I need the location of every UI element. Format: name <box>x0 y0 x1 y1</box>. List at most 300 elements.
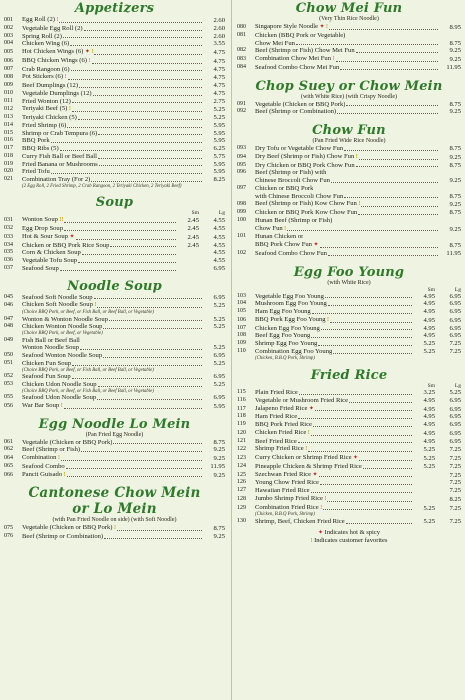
price-small: 4.95 <box>423 308 435 315</box>
menu-item <box>237 200 461 209</box>
exclamation-icon: ! <box>87 57 91 64</box>
menu-item <box>237 23 461 32</box>
item-price: 5.25 <box>213 315 225 323</box>
item-name <box>22 257 77 265</box>
menu-item <box>4 373 225 381</box>
item-name-text: Chow Fun <box>255 224 283 232</box>
item-name <box>255 32 345 40</box>
item-name-text: Beef Fried Rice <box>255 437 297 445</box>
item-price: 9.25 <box>213 455 225 462</box>
item-number: 011 <box>4 97 13 104</box>
section-egg-foo-young <box>237 265 461 362</box>
section-title: Chow Mei Fun <box>295 1 403 16</box>
section-chow-fun <box>237 123 461 258</box>
item-number: 013 <box>4 114 13 120</box>
item-price: 3.55 <box>213 40 225 48</box>
menu-item <box>237 300 461 308</box>
price-large: 6.95 <box>449 437 461 445</box>
price-small: 3.25 <box>423 389 435 396</box>
item-number: 102 <box>237 249 246 256</box>
item-name-continued <box>22 344 79 352</box>
item-name-text: Seafood Soup <box>22 264 59 272</box>
item-number: 098 <box>237 201 246 208</box>
item-number: 036 <box>4 257 13 263</box>
item-name-text: Chicken Soft Noodle Soup <box>22 301 93 309</box>
item-name-text: BBQ Pork Fried Rice <box>255 421 312 428</box>
menu-item <box>237 389 461 397</box>
item-name <box>22 98 71 106</box>
dot-leader <box>70 45 202 46</box>
item-number: 123 <box>237 455 246 461</box>
item-name <box>22 82 78 90</box>
exclamation-icon: ! <box>310 537 315 544</box>
legend <box>237 529 461 545</box>
menu-item <box>237 185 461 193</box>
item-number: 105 <box>237 308 246 314</box>
exclamation-icon: ! <box>322 495 327 502</box>
item-number: 107 <box>237 324 246 331</box>
item-price: 5.25 <box>213 106 225 114</box>
dot-leader <box>76 239 176 240</box>
item-name-text: Beef (Shrimp or Combination) <box>22 533 104 540</box>
item-price: 9.25 <box>449 108 461 116</box>
dot-leader <box>67 476 202 477</box>
chili-pepper-icon: ✦ <box>307 405 314 412</box>
dot-leader <box>92 63 203 64</box>
item-price: 5.25 <box>213 344 225 352</box>
menu-item <box>237 405 461 414</box>
item-number: 064 <box>4 455 13 461</box>
exclamation-icon: ! <box>303 446 308 453</box>
item-name <box>255 250 327 258</box>
menu-item <box>4 301 225 310</box>
exclamation-icon: !! <box>57 217 64 224</box>
menu-item <box>4 402 225 411</box>
dot-leader <box>328 255 438 256</box>
exclamation-icon: ! <box>324 24 329 30</box>
item-number: 008 <box>4 74 13 81</box>
item-name-text: Teriyaki Chicken (5) <box>22 114 77 121</box>
menu-item <box>4 137 225 145</box>
item-number: 035 <box>4 249 13 256</box>
exclamation-icon: ! <box>67 106 71 113</box>
section-chop-suey <box>237 79 461 117</box>
item-number: 082 <box>237 47 246 54</box>
section-subtitle: (Pan Fried Wide Rice Noodle) <box>312 138 386 144</box>
item-name-text: with Chinese Broccoli Chow Fun <box>255 192 344 200</box>
item-name-text: Shrimp, Beef, Chicken Fried Rice <box>255 517 345 525</box>
item-price: 5.95 <box>213 121 225 129</box>
price-large: 6.95 <box>449 324 461 332</box>
section-subtitle: (Very Thin Rice Noodle) <box>319 16 379 22</box>
item-name-text: Hawaiian Fried Rice <box>255 487 310 494</box>
menu-item <box>4 82 225 90</box>
exclamation-icon: ! <box>331 56 335 62</box>
menu-item-continued <box>237 193 461 201</box>
size-large-label: Lg <box>454 286 461 293</box>
dot-leader <box>113 443 202 444</box>
item-number: 116 <box>237 396 246 403</box>
item-name-text: Pineapple Chicken & Shrimp Fried Rice <box>255 462 362 470</box>
item-number: 007 <box>4 65 13 72</box>
dot-leader <box>325 297 412 298</box>
dot-leader <box>109 320 202 321</box>
item-number: 012 <box>4 106 13 113</box>
dot-leader <box>67 127 202 128</box>
item-price: 6.95 <box>213 293 225 301</box>
item-price: 4.75 <box>213 74 225 82</box>
item-name <box>255 340 317 348</box>
dot-leader <box>346 105 438 106</box>
item-name <box>255 145 343 153</box>
item-number: 115 <box>237 389 246 395</box>
legend-spicy <box>237 529 461 537</box>
dot-leader <box>60 150 202 151</box>
item-name-text: Chicken Udon Noodle Soup <box>22 380 97 388</box>
item-name <box>255 397 348 405</box>
menu-item <box>4 249 225 257</box>
section-noodle-soup <box>4 279 225 411</box>
exclamation-icon: ! <box>325 316 330 323</box>
menu-item <box>237 487 461 495</box>
menu-item <box>4 145 225 153</box>
item-price: 2.75 <box>213 97 225 105</box>
item-name <box>22 524 116 533</box>
item-price: 8.75 <box>449 192 461 200</box>
menu-item <box>4 294 225 302</box>
item-name-text: Corn & Chicken Soup <box>22 249 81 257</box>
item-name <box>22 16 58 25</box>
chili-pepper-icon: ✦ <box>67 233 75 240</box>
menu-item <box>4 446 225 454</box>
price-large: 6.95 <box>449 308 461 315</box>
item-name-text: Fish Ball or Beef Ball <box>22 336 80 344</box>
price-large: 6.95 <box>213 264 225 272</box>
item-number: 120 <box>237 429 246 436</box>
menu-item <box>237 217 461 225</box>
item-number: 109 <box>237 340 246 346</box>
item-price: 4.75 <box>213 65 225 73</box>
menu-item <box>4 73 225 82</box>
item-price: 9.25 <box>213 533 225 540</box>
section-title: Chow Fun <box>312 123 386 138</box>
exclamation-icon: ! <box>63 74 67 81</box>
item-name <box>255 518 345 526</box>
item-name <box>22 40 69 48</box>
item-price: 5.95 <box>213 137 225 145</box>
price-small: 5.25 <box>423 462 435 470</box>
chili-pepper-icon: ✦ <box>318 529 325 536</box>
item-price: 5.25 <box>213 302 225 310</box>
menu-item <box>237 47 461 55</box>
chili-pepper-icon: ✦ <box>351 455 359 461</box>
item-note: (2 Egg Roll, 2 Fried Shrimp, 2 Crab Rangoon, 2 Teriyaki Chicken, 2 Teriyaki Beef) <box>22 183 182 189</box>
item-price: 2.60 <box>213 24 225 32</box>
section-appetizers <box>4 1 225 189</box>
item-number: 047 <box>4 315 13 322</box>
item-name-text: Jalapeno Fried Rice <box>255 404 308 412</box>
price-small: 2.45 <box>187 233 199 241</box>
price-large: 6.95 <box>449 421 461 428</box>
dot-leader <box>356 52 438 53</box>
dot-leader <box>71 70 202 71</box>
menu-item-continued <box>237 225 461 234</box>
menu-item <box>4 463 225 471</box>
item-name-text: Chicken Egg Foo Young <box>255 324 320 332</box>
item-name <box>22 73 67 82</box>
item-price: 9.25 <box>449 47 461 55</box>
item-name-text: Hot Chicken Wings (6) <box>22 48 84 55</box>
exclamation-icon: ! <box>306 429 310 436</box>
item-name <box>255 504 322 513</box>
item-price: 8.75 <box>213 438 225 446</box>
item-price: 4.75 <box>213 82 225 89</box>
dot-leader <box>98 386 202 387</box>
item-number: 051 <box>4 359 13 366</box>
exclamation-icon: ! <box>282 225 287 232</box>
price-large: 7.25 <box>449 471 461 479</box>
item-price: 9.25 <box>449 177 461 184</box>
item-name-text: Mushroom Egg Foo Young <box>255 300 327 308</box>
item-price: 9.25 <box>449 56 461 63</box>
menu-item <box>237 421 461 429</box>
menu-column-left <box>0 0 231 700</box>
price-large: 7.25 <box>449 446 461 454</box>
section-soup <box>4 195 225 272</box>
item-price: 4.75 <box>213 57 225 65</box>
item-number: 033 <box>4 233 13 240</box>
section-title: Egg Noodle Lo Mein <box>38 416 191 432</box>
dot-leader <box>94 54 202 55</box>
item-number: 048 <box>4 323 13 330</box>
menu-item-continued <box>4 344 225 352</box>
dot-leader <box>359 460 412 461</box>
dot-leader <box>78 262 176 263</box>
item-number: 108 <box>237 332 246 339</box>
item-number: 096 <box>237 169 246 176</box>
dot-leader <box>64 222 176 223</box>
item-number: 084 <box>237 63 246 70</box>
item-price: 6.25 <box>213 145 225 152</box>
menu-item <box>4 130 225 138</box>
item-name <box>22 153 97 161</box>
item-name-text: Wonton Noodle Soup <box>22 344 79 352</box>
item-number: 080 <box>237 24 246 30</box>
item-name <box>255 209 357 217</box>
price-large: 4.55 <box>213 249 225 257</box>
menu-item <box>237 308 461 316</box>
dot-leader <box>337 113 438 114</box>
item-name <box>255 413 297 421</box>
item-name-text: Combination Tray (For 2) <box>22 176 91 183</box>
item-name <box>22 225 63 233</box>
item-name-text: Seafood Combo Chow Fun <box>255 249 327 257</box>
menu-item <box>237 429 461 438</box>
dot-leader <box>117 530 202 531</box>
item-number: 118 <box>237 413 246 420</box>
dot-leader <box>319 476 412 477</box>
item-name <box>255 300 327 308</box>
item-name-text: Curry Fish Ball or Beef Ball <box>22 152 97 160</box>
item-name-text: Seafood Combo Chow Mei Fun <box>255 63 340 71</box>
price-large: 8.25 <box>449 495 461 503</box>
menu-item <box>237 471 461 480</box>
item-name-text: Curry Chicken or Shrimp Fried Rice <box>255 454 352 461</box>
item-name-text: Beef (Shrimp or Fish) <box>22 446 81 454</box>
item-name <box>255 389 298 397</box>
price-large: 7.25 <box>449 462 461 470</box>
item-price: 2.60 <box>213 32 225 40</box>
item-name <box>255 438 297 446</box>
item-note: (Choice BBQ Pork, or Beef, or Fish Ball, or Beef Ball, or Vegetable) <box>22 310 154 315</box>
item-name-text: BBQ Ribs (5) <box>22 145 59 152</box>
price-large: 7.25 <box>449 517 461 525</box>
item-name-text: BBQ Pork Chow Fun <box>255 241 312 248</box>
item-number: 021 <box>4 176 13 182</box>
item-name-continued <box>255 225 286 234</box>
dot-leader <box>363 468 412 469</box>
item-number: 031 <box>4 217 13 224</box>
item-name <box>22 323 102 331</box>
price-small: 4.95 <box>423 421 435 428</box>
item-number: 062 <box>4 446 13 453</box>
item-name-text: Beef (Shrimp or Fish) with <box>255 169 327 177</box>
price-large: 4.55 <box>213 217 225 225</box>
menu-item <box>4 533 225 541</box>
item-name <box>255 108 336 116</box>
menu-item <box>4 48 225 57</box>
menu-item <box>4 524 225 533</box>
menu-item <box>237 495 461 504</box>
item-name <box>255 445 307 454</box>
menu-item <box>237 250 461 258</box>
item-name <box>22 145 59 153</box>
item-name <box>22 316 108 324</box>
dot-leader <box>329 29 438 30</box>
item-price: 9.25 <box>449 201 461 209</box>
item-name-text: Seafood Udon Noodle Soup <box>22 394 97 401</box>
dot-leader <box>68 79 202 80</box>
menu-item <box>237 209 461 217</box>
dot-leader <box>103 328 202 329</box>
item-name-text: Hot & Sour Soup <box>22 232 68 240</box>
item-name-text: Seafood Wonton Noodle Soup <box>22 352 103 359</box>
menu-item <box>237 518 461 526</box>
item-name <box>22 216 63 225</box>
item-number: 014 <box>4 121 13 128</box>
item-name <box>255 23 328 32</box>
menu-item <box>237 479 461 487</box>
price-small: 5.25 <box>423 340 435 347</box>
dot-leader <box>64 230 176 231</box>
item-name-text: Combination Egg Foo Young <box>255 347 333 355</box>
item-name-continued <box>255 177 330 185</box>
column-divider <box>231 0 232 700</box>
menu-item <box>4 90 225 98</box>
section-title: Chop Suey or Chow Mein <box>255 78 443 94</box>
item-number: 075 <box>4 525 13 532</box>
dot-leader <box>349 402 412 403</box>
exclamation-icon: ! <box>89 49 94 55</box>
menu-item <box>4 40 225 48</box>
item-name-text: Shrimp Egg Foo Young <box>255 340 318 347</box>
item-price: 6.95 <box>213 394 225 401</box>
item-name <box>255 55 335 64</box>
item-name <box>255 487 310 495</box>
item-number: 119 <box>237 421 246 427</box>
menu-item <box>237 55 461 64</box>
item-name <box>22 249 81 257</box>
dot-leader <box>82 254 176 255</box>
item-number: 103 <box>237 292 246 299</box>
size-large-label: Lg <box>454 383 461 389</box>
item-number: 099 <box>237 209 246 215</box>
item-name <box>255 101 345 109</box>
item-name-text: Egg Roll (2) <box>22 16 55 23</box>
menu-item <box>4 439 225 447</box>
item-number: 091 <box>237 100 246 107</box>
item-name-text: Dry Beef (Shrimp or Fish) Chow Fun <box>255 152 355 160</box>
price-large: 6.95 <box>449 405 461 413</box>
size-small-label: Sm <box>191 210 199 217</box>
item-number: 006 <box>4 57 13 64</box>
item-name-text: Teriyaki Beef (5) <box>22 105 68 113</box>
price-large: 6.95 <box>449 316 461 324</box>
menu-item <box>237 162 461 170</box>
item-price: 11.95 <box>210 462 225 470</box>
item-name <box>22 454 60 463</box>
dot-leader <box>63 37 202 38</box>
item-name-text: Seafood Soft Noodle Soup <box>22 293 93 301</box>
dot-leader <box>97 399 202 400</box>
item-number: 106 <box>237 316 246 323</box>
section-title: Appetizers <box>74 1 155 16</box>
menu-item <box>237 64 461 72</box>
price-small: 4.95 <box>423 437 435 445</box>
menu-item <box>237 108 461 116</box>
dot-leader <box>344 150 438 151</box>
item-price: 8.75 <box>449 100 461 108</box>
price-small: 4.95 <box>423 316 435 324</box>
item-number: 015 <box>4 129 13 136</box>
menu-item <box>4 323 225 331</box>
item-name-text: Chicken or BBQ Pork Rice Soup <box>22 241 110 249</box>
dot-leader <box>51 173 202 174</box>
item-number: 117 <box>237 405 246 412</box>
dot-leader <box>340 69 438 70</box>
item-number: 032 <box>4 225 13 231</box>
menu-item <box>4 257 225 265</box>
menu-item <box>4 176 225 184</box>
item-number: 003 <box>4 32 13 39</box>
item-number: 005 <box>4 49 13 55</box>
item-name <box>255 169 326 177</box>
price-large: 7.25 <box>449 487 461 494</box>
exclamation-icon: ! <box>56 455 60 461</box>
item-name <box>255 332 310 340</box>
item-name-text: Beef Egg Foo Young <box>255 332 311 340</box>
dot-leader <box>313 426 412 427</box>
dot-leader <box>110 246 176 247</box>
item-name-text: Shrimp Fried Rice <box>255 445 304 453</box>
item-price: 8.75 <box>213 525 225 533</box>
item-name-text: BBQ Chicken Wings (6) <box>22 56 87 64</box>
exclamation-icon: ! <box>54 17 59 23</box>
price-small: 4.95 <box>423 396 435 404</box>
item-name-text: Chicken (BBQ Pork or Vegetable) <box>255 31 346 39</box>
menu-item <box>4 216 225 225</box>
item-note: (Choice BBQ Pork, or Beef, or Fish Ball, or Beef Ball, or Vegetable) <box>22 388 154 394</box>
